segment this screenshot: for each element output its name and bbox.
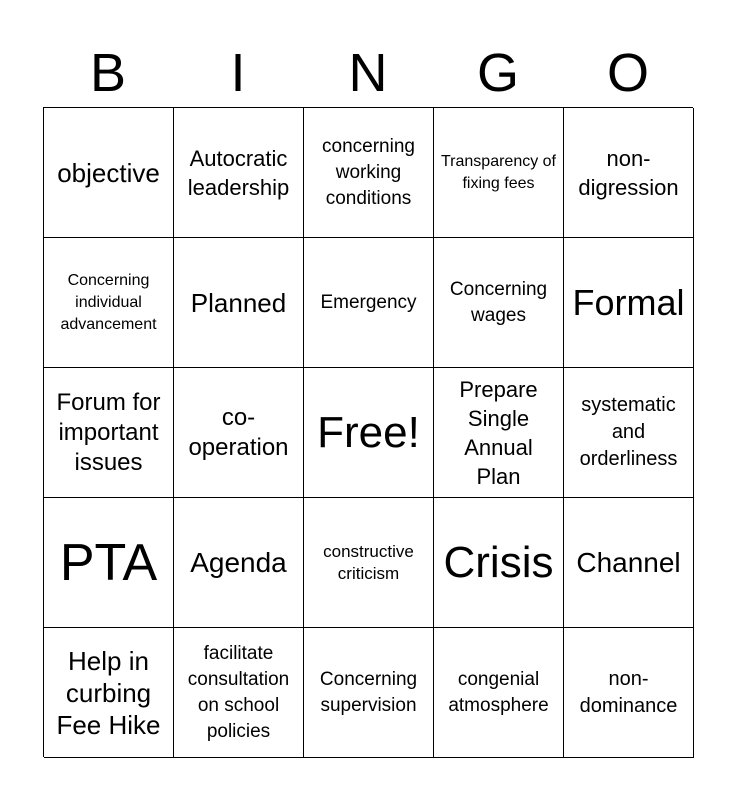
bingo-cell[interactable] <box>564 628 694 758</box>
cell-text: Crisis <box>443 537 554 587</box>
bingo-cell[interactable] <box>174 498 304 628</box>
cell-text: facilitate consultation on school policies <box>187 642 290 742</box>
bingo-cell[interactable] <box>174 238 304 368</box>
bingo-cell[interactable] <box>44 368 174 498</box>
bingo-cell[interactable] <box>44 628 174 758</box>
bingo-cell[interactable] <box>174 368 304 498</box>
cell-text: Concerning wages <box>449 278 548 326</box>
cell-text: Free! <box>317 407 420 457</box>
cell-text: Formal <box>572 281 685 323</box>
bingo-cell[interactable] <box>44 498 174 628</box>
header-letter-o: O <box>606 43 649 103</box>
bingo-cell[interactable] <box>564 108 694 238</box>
cell-text: systematic and orderliness <box>579 394 678 470</box>
cell-text: non-digression <box>578 145 679 200</box>
cell-text: constructive criticism <box>323 541 414 583</box>
cell-text: Forum for important issues <box>56 388 161 476</box>
bingo-header <box>43 42 693 104</box>
bingo-cell[interactable] <box>174 628 304 758</box>
cell-text: PTA <box>59 533 158 592</box>
bingo-cell[interactable] <box>174 108 304 238</box>
bingo-cell[interactable] <box>434 498 564 628</box>
cell-text: Channel <box>576 546 681 578</box>
bingo-cell[interactable] <box>304 238 434 368</box>
cell-text: Prepare Single Annual Plan <box>459 376 538 489</box>
bingo-cell[interactable] <box>304 628 434 758</box>
cell-text: non-dominance <box>579 667 678 717</box>
bingo-cell[interactable] <box>434 238 564 368</box>
cell-text: Transparency of fixing fees <box>440 152 556 192</box>
bingo-cell[interactable] <box>434 368 564 498</box>
cell-text: Agenda <box>190 546 287 578</box>
bingo-cell[interactable] <box>564 368 694 498</box>
cell-text: co-operation <box>188 403 289 461</box>
cell-text: Concerning individual advancement <box>60 271 157 333</box>
bingo-cell[interactable] <box>434 628 564 758</box>
cell-text: congenial atmosphere <box>448 668 549 716</box>
bingo-cell[interactable] <box>44 238 174 368</box>
header-letter-n: N <box>348 43 388 103</box>
bingo-card-grid <box>43 107 693 757</box>
bingo-cell[interactable] <box>304 498 434 628</box>
header-letter-i: I <box>230 43 246 103</box>
cell-text: Help in curbing Fee Hike <box>56 645 161 740</box>
bingo-cell[interactable] <box>564 238 694 368</box>
bingo-cell[interactable] <box>434 108 564 238</box>
bingo-cell[interactable] <box>304 368 434 498</box>
bingo-cell[interactable] <box>304 108 434 238</box>
cell-text: concerning working conditions <box>322 135 415 209</box>
bingo-cell[interactable] <box>44 108 174 238</box>
bingo-cell[interactable] <box>564 498 694 628</box>
cell-text: Concerning supervision <box>319 668 418 716</box>
cell-text: objective <box>57 157 160 188</box>
cell-text: Emergency <box>320 291 417 313</box>
cell-text: Autocratic leadership <box>187 145 290 200</box>
cell-text: Planned <box>190 287 287 318</box>
header-letter-g: G <box>476 43 519 103</box>
header-letter-b: B <box>89 43 127 103</box>
